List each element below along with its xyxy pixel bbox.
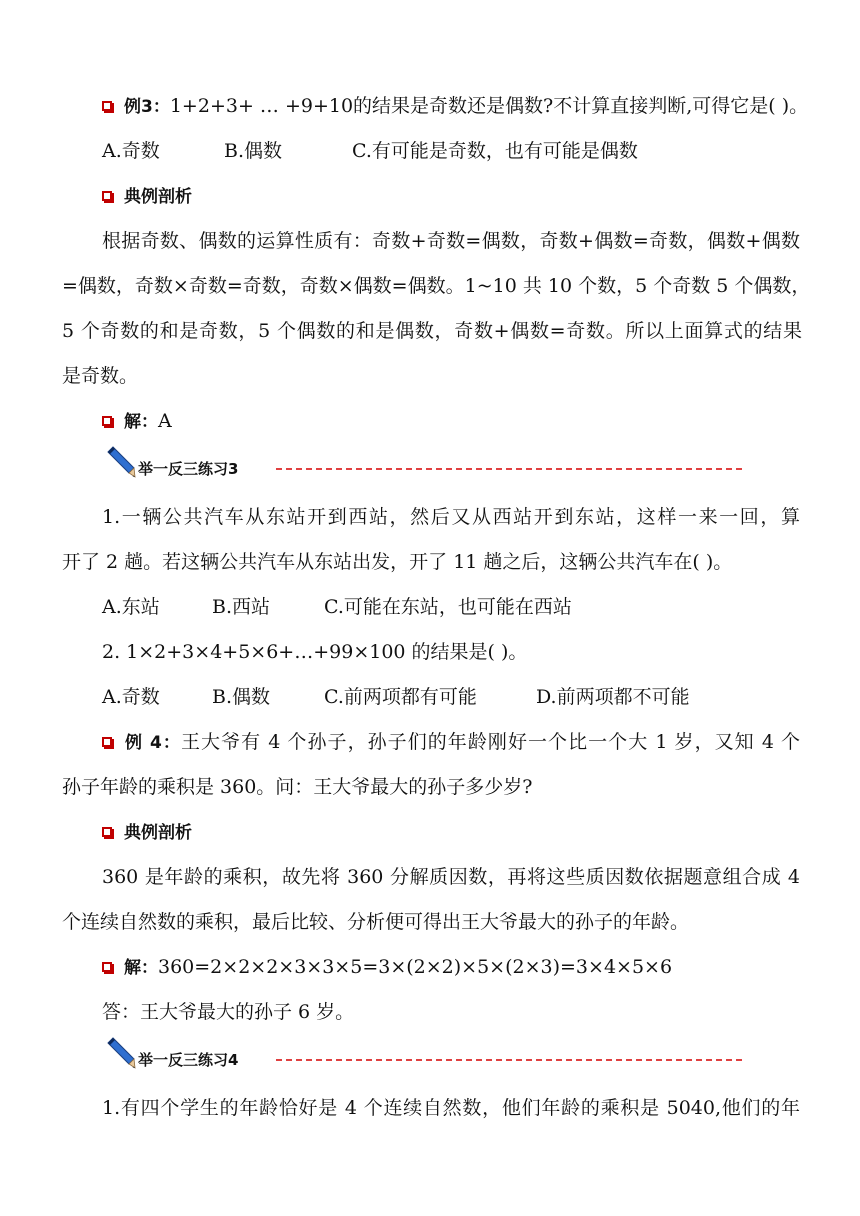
pencil-icon: [104, 446, 136, 478]
practice-3-q1-options: [102, 595, 842, 619]
practice-3-title: 举一反三练习3: [138, 460, 239, 478]
option-c: C.有可能是奇数，也有可能是偶数: [352, 140, 638, 162]
analysis-3-line-1: 根据奇数、偶数的运算性质有：奇数+奇数=偶数，奇数+偶数=奇数，偶数+偶数: [102, 230, 800, 252]
answer-label: 解：: [124, 412, 158, 432]
practice-3-q1-line-2: 开了 2 趟。若这辆公共汽车从东站出发，开了 11 趟之后，这辆公共汽车在( )。: [62, 551, 733, 573]
answer-3: [102, 409, 842, 434]
option-a: A.奇数: [102, 686, 160, 708]
example-4-line-2: 孙子年龄的乘积是 360。问：王大爷最大的孙子多少岁?: [62, 776, 533, 798]
practice-4-header: [104, 1037, 754, 1073]
red-square-bullet-icon: [102, 101, 112, 111]
example-3-label: 例3：: [124, 97, 170, 117]
option-d: D.前两项都不可能: [536, 686, 690, 708]
option-c: C.可能在东站，也可能在西站: [324, 596, 572, 618]
answer-label: 解：: [124, 958, 158, 978]
analysis-4-heading: [102, 820, 842, 845]
option-a: A.东站: [102, 596, 160, 618]
answer-text: 360=2×2×2×3×3×5=3×(2×2)×5×(2×3)=3×4×5×6: [158, 956, 673, 978]
option-b: B.西站: [212, 596, 271, 618]
analysis-3-line-3: 5 个奇数的和是奇数，5 个偶数的和是偶数，奇数+偶数=奇数。所以上面算式的结果: [62, 320, 802, 342]
practice-3-q2-options: [102, 685, 842, 709]
answer-4-reply: 答：王大爷最大的孙子 6 岁。: [102, 1001, 355, 1023]
example-3-text: 1+2+3+ … +9+10的结果是奇数还是偶数?不计算直接判断,可得它是( )。: [169, 95, 809, 117]
answer-4: [102, 955, 842, 980]
practice-3-header: [104, 446, 754, 482]
section-heading: 典例剖析: [124, 823, 192, 843]
option-b: B.偶数: [224, 140, 283, 162]
option-b: B.偶数: [212, 686, 271, 708]
answer-text: A: [158, 410, 172, 432]
practice-3-q1-line-1: 1.一辆公共汽车从东站开到西站，然后又从西站开到东站，这样一来一回，算: [102, 506, 800, 528]
practice-3-q2: 2. 1×2+3×4+5×6+…+99×100 的结果是( )。: [102, 641, 528, 663]
dashed-divider: [276, 1059, 742, 1061]
analysis-3-line-2: =偶数，奇数×奇数=奇数，奇数×偶数=偶数。1~10 共 10 个数，5 个奇数 5 个偶数，: [62, 275, 811, 297]
section-heading: 典例剖析: [124, 187, 192, 207]
example-4-label: 例 4：: [124, 733, 181, 753]
example-4-line-1: [102, 730, 800, 755]
analysis-3-heading: [102, 184, 842, 209]
dashed-divider: [276, 468, 742, 470]
example-4-text-1: 王大爷有 4 个孙子，孙子们的年龄刚好一个比一个大 1 岁，又知 4 个: [180, 731, 800, 753]
pencil-icon: [104, 1037, 136, 1069]
red-square-bullet-icon: [102, 191, 112, 201]
practice-4-q1-line-1: 1.有四个学生的年龄恰好是 4 个连续自然数，他们年龄的乘积是 5040,他们的年: [102, 1097, 800, 1119]
option-c: C.前两项都有可能: [324, 686, 477, 708]
analysis-4-line-1: 360 是年龄的乘积，故先将 360 分解质因数，再将这些质因数依据题意组合成 4: [102, 866, 800, 888]
red-square-bullet-icon: [102, 962, 112, 972]
analysis-3-line-4: 是奇数。: [62, 365, 139, 387]
practice-4-title: 举一反三练习4: [138, 1051, 239, 1069]
option-a: A.奇数: [102, 140, 160, 162]
analysis-4-line-2: 个连续自然数的乘积，最后比较、分析便可得出王大爷最大的孙子的年龄。: [62, 911, 690, 933]
example-3-question: [102, 94, 842, 119]
red-square-bullet-icon: [102, 827, 112, 837]
red-square-bullet-icon: [102, 416, 112, 426]
red-square-bullet-icon: [102, 737, 112, 747]
example-3-options: [102, 139, 842, 163]
